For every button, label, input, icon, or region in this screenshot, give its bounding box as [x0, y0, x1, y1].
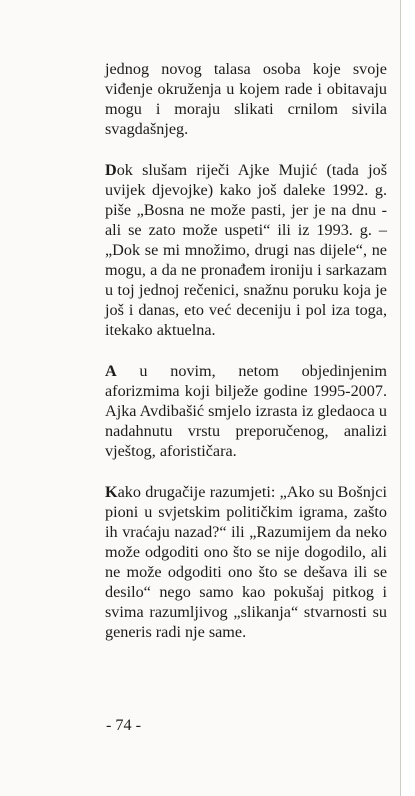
- paragraph-2-initial: D: [105, 161, 117, 179]
- body-text: [105, 59, 387, 642]
- paragraph-spacer: [105, 139, 387, 160]
- page-margin: [401, 0, 415, 796]
- page-number: - 74 -: [106, 716, 142, 734]
- paragraph-2: [105, 160, 387, 340]
- paragraph-spacer: [105, 461, 387, 482]
- paragraph-3: [105, 361, 387, 461]
- paragraph-4: [105, 482, 387, 642]
- paragraph-1-text: jednog novog talasa osoba koje svoje viđenje okruženja u kojem rade i obitavaju mogu i moraju slikati crnilom sivila svagdašnjeg.: [105, 60, 387, 138]
- paragraph-4-text: ako drugačije razumjeti: „Ako su Bošnjci pioni u svjetskim političkim igrama, zašto ih vraćaju nazad?“ ili „Razumijem da neko može odgoditi ono što se nije dogodilo, ali ne može odgoditi ono što se dešava ili se desilo“ nego samo kao pokušaj pitkog i svima razumljivog „slikanja“ stvarnosti su generis radi nje same.: [105, 483, 387, 641]
- paragraph-2-text: ok slušam riječi Ajke Mujić (tada još uvijek djevojke) kako još daleke 1992. g. piše „Bosna ne može pasti, jer je na dnu - ali se zato može uspeti“ ili iz 1993. g. – „Dok se mi množimo, drugi nas dijele“, ne mogu, a da ne pronađem ironiju i sarkazam u toj jednoj rečenici, snažnu poruku koja je još i danas, eto već deceniju i pol iza toga, itekako aktuelna.: [105, 161, 387, 339]
- paragraph-3-initial: A: [105, 362, 117, 380]
- paragraph-spacer: [105, 340, 387, 361]
- paragraph-3-text: u novim, netom objedinjenim aforizmima koji bilježe godine 1995-2007. Ajka Avdibašić smjelo izrasta iz gledaoca u nadahnutu vrstu preporučenog, analizi vještog, aforističara.: [105, 362, 387, 460]
- paragraph-4-initial: K: [105, 483, 118, 501]
- paragraph-1: [105, 59, 387, 139]
